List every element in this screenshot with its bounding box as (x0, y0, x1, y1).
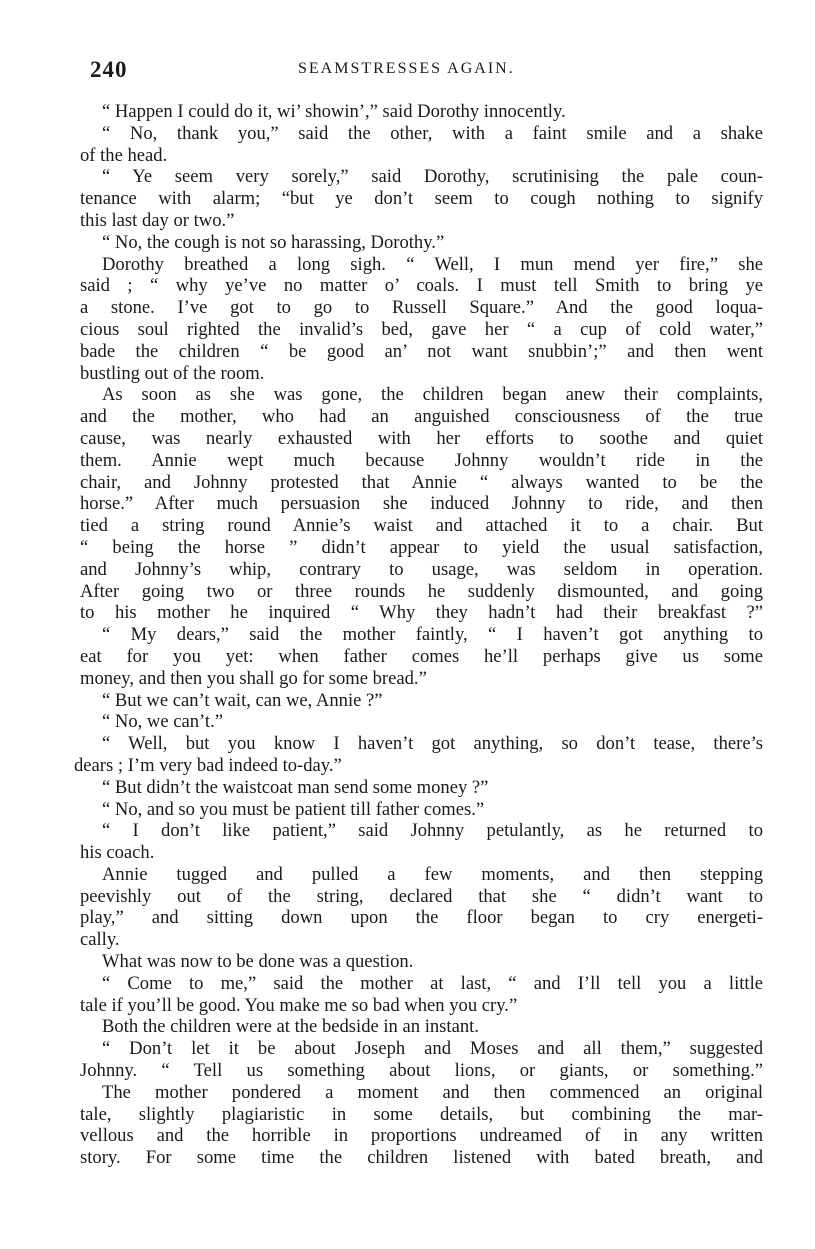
text-line: “ But we can’t wait, can we, Annie ?” (102, 689, 383, 711)
text-line: “ No, the cough is not so harassing, Dorothy.” (102, 231, 445, 253)
text-line: said ; “ why ye’ve no matter o’ coals. I must tell Smith to bring ye (80, 275, 763, 297)
text-line: “ Come to me,” said the mother at last, “ and I’ll tell you a little (102, 972, 763, 994)
text-line: “ My dears,” said the mother faintly, “ I haven’t got anything to (102, 624, 763, 646)
text-line: to his mother he inquired “ Why they hadn’t had their breakfast ?” (80, 602, 763, 624)
text-line: them. Annie wept much because Johnny wouldn’t ride in the (80, 449, 763, 471)
text-line: cause, was nearly exhausted with her efforts to soothe and quiet (80, 427, 763, 449)
text-line: “ Happen I could do it, wi’ showin’,” said Dorothy innocently. (102, 101, 566, 122)
text-line: “ No, thank you,” said the other, with a faint smile and a shake (102, 122, 763, 144)
text-line: play,” and sitting down upon the floor began to cry energeti- (80, 907, 763, 929)
text-line: What was now to be done was a question. (102, 951, 414, 973)
text-line: cally. (80, 929, 120, 951)
text-line: his coach. (80, 842, 155, 864)
text-line: eat for you yet: when father comes he’ll perhaps give us some (80, 645, 763, 667)
text-line: tale, slightly plagiaristic in some details, but combining the mar- (80, 1103, 763, 1125)
text-line: tenance with alarm; “but ye don’t seem to cough nothing to signify (80, 188, 763, 210)
text-line: As soon as she was gone, the children began anew their complaints, (102, 384, 763, 406)
text-line: After going two or three rounds he suddenly dismounted, and going (80, 580, 763, 602)
text-line: “ Don’t let it be about Joseph and Moses and all them,” suggested (102, 1038, 763, 1060)
text-line: “ Ye seem very sorely,” said Dorothy, scrutinising the pale coun- (102, 166, 763, 188)
text-line: of the head. (80, 144, 168, 166)
page-body-text (74, 101, 763, 1169)
text-line: bade the children “ be good an’ not want snubbin’;” and then went (80, 340, 763, 362)
text-line: “ being the horse ” didn’t appear to yield the usual satisfaction, (80, 536, 763, 558)
text-line: bustling out of the room. (80, 362, 265, 384)
text-line: “ Well, but you know I haven’t got anything, so don’t tease, there’s (102, 733, 763, 755)
text-line: dears ; I’m very bad indeed to-day.” (74, 754, 342, 776)
text-line: tale if you’ll be good. You make me so bad when you cry.” (80, 994, 518, 1016)
running-title: SEAMSTRESSES AGAIN. (298, 60, 515, 77)
text-line: Dorothy breathed a long sigh. “ Well, I mun mend yer fire,” she (102, 253, 763, 275)
text-line: this last day or two.” (80, 209, 235, 231)
text-line: Annie tugged and pulled a few moments, and then stepping (102, 863, 763, 885)
text-line: “ No, and so you must be patient till father comes.” (102, 798, 485, 820)
text-line: horse.” After much persuasion she induced Johnny to ride, and then (80, 493, 763, 515)
text-line: “ No, we can’t.” (102, 711, 223, 733)
text-line: Johnny. “ Tell us something about lions, or giants, or something.” (80, 1060, 763, 1082)
text-line: cious soul righted the invalid’s bed, gave her “ a cup of cold water,” (80, 318, 763, 340)
text-line: story. For some time the children listened with bated breath, and (80, 1147, 763, 1169)
text-line: peevishly out of the string, declared that she “ didn’t want to (80, 885, 763, 907)
text-line: chair, and Johnny protested that Annie “ always wanted to be the (80, 471, 763, 493)
text-line: and the mother, who had an anguished consciousness of the true (80, 406, 763, 428)
text-line: The mother pondered a moment and then commenced an original (102, 1081, 763, 1103)
page-header (80, 57, 763, 87)
text-line: money, and then you shall go for some bread.” (80, 667, 427, 689)
text-line: “ But didn’t the waistcoat man send some money ?” (102, 776, 489, 798)
text-line: tied a string round Annie’s waist and attached it to a chair. But (80, 515, 763, 537)
text-line: vellous and the horrible in proportions undreamed of in any written (80, 1125, 763, 1147)
text-line: a stone. I’ve got to go to Russell Square.” And the good loqua- (80, 297, 763, 319)
page-number: 240 (90, 57, 128, 82)
text-line: “ I don’t like patient,” said Johnny petulantly, as he returned to (102, 820, 763, 842)
text-line: Both the children were at the bedside in an instant. (102, 1016, 479, 1038)
text-line: and Johnny’s whip, contrary to usage, was seldom in operation. (80, 558, 763, 580)
